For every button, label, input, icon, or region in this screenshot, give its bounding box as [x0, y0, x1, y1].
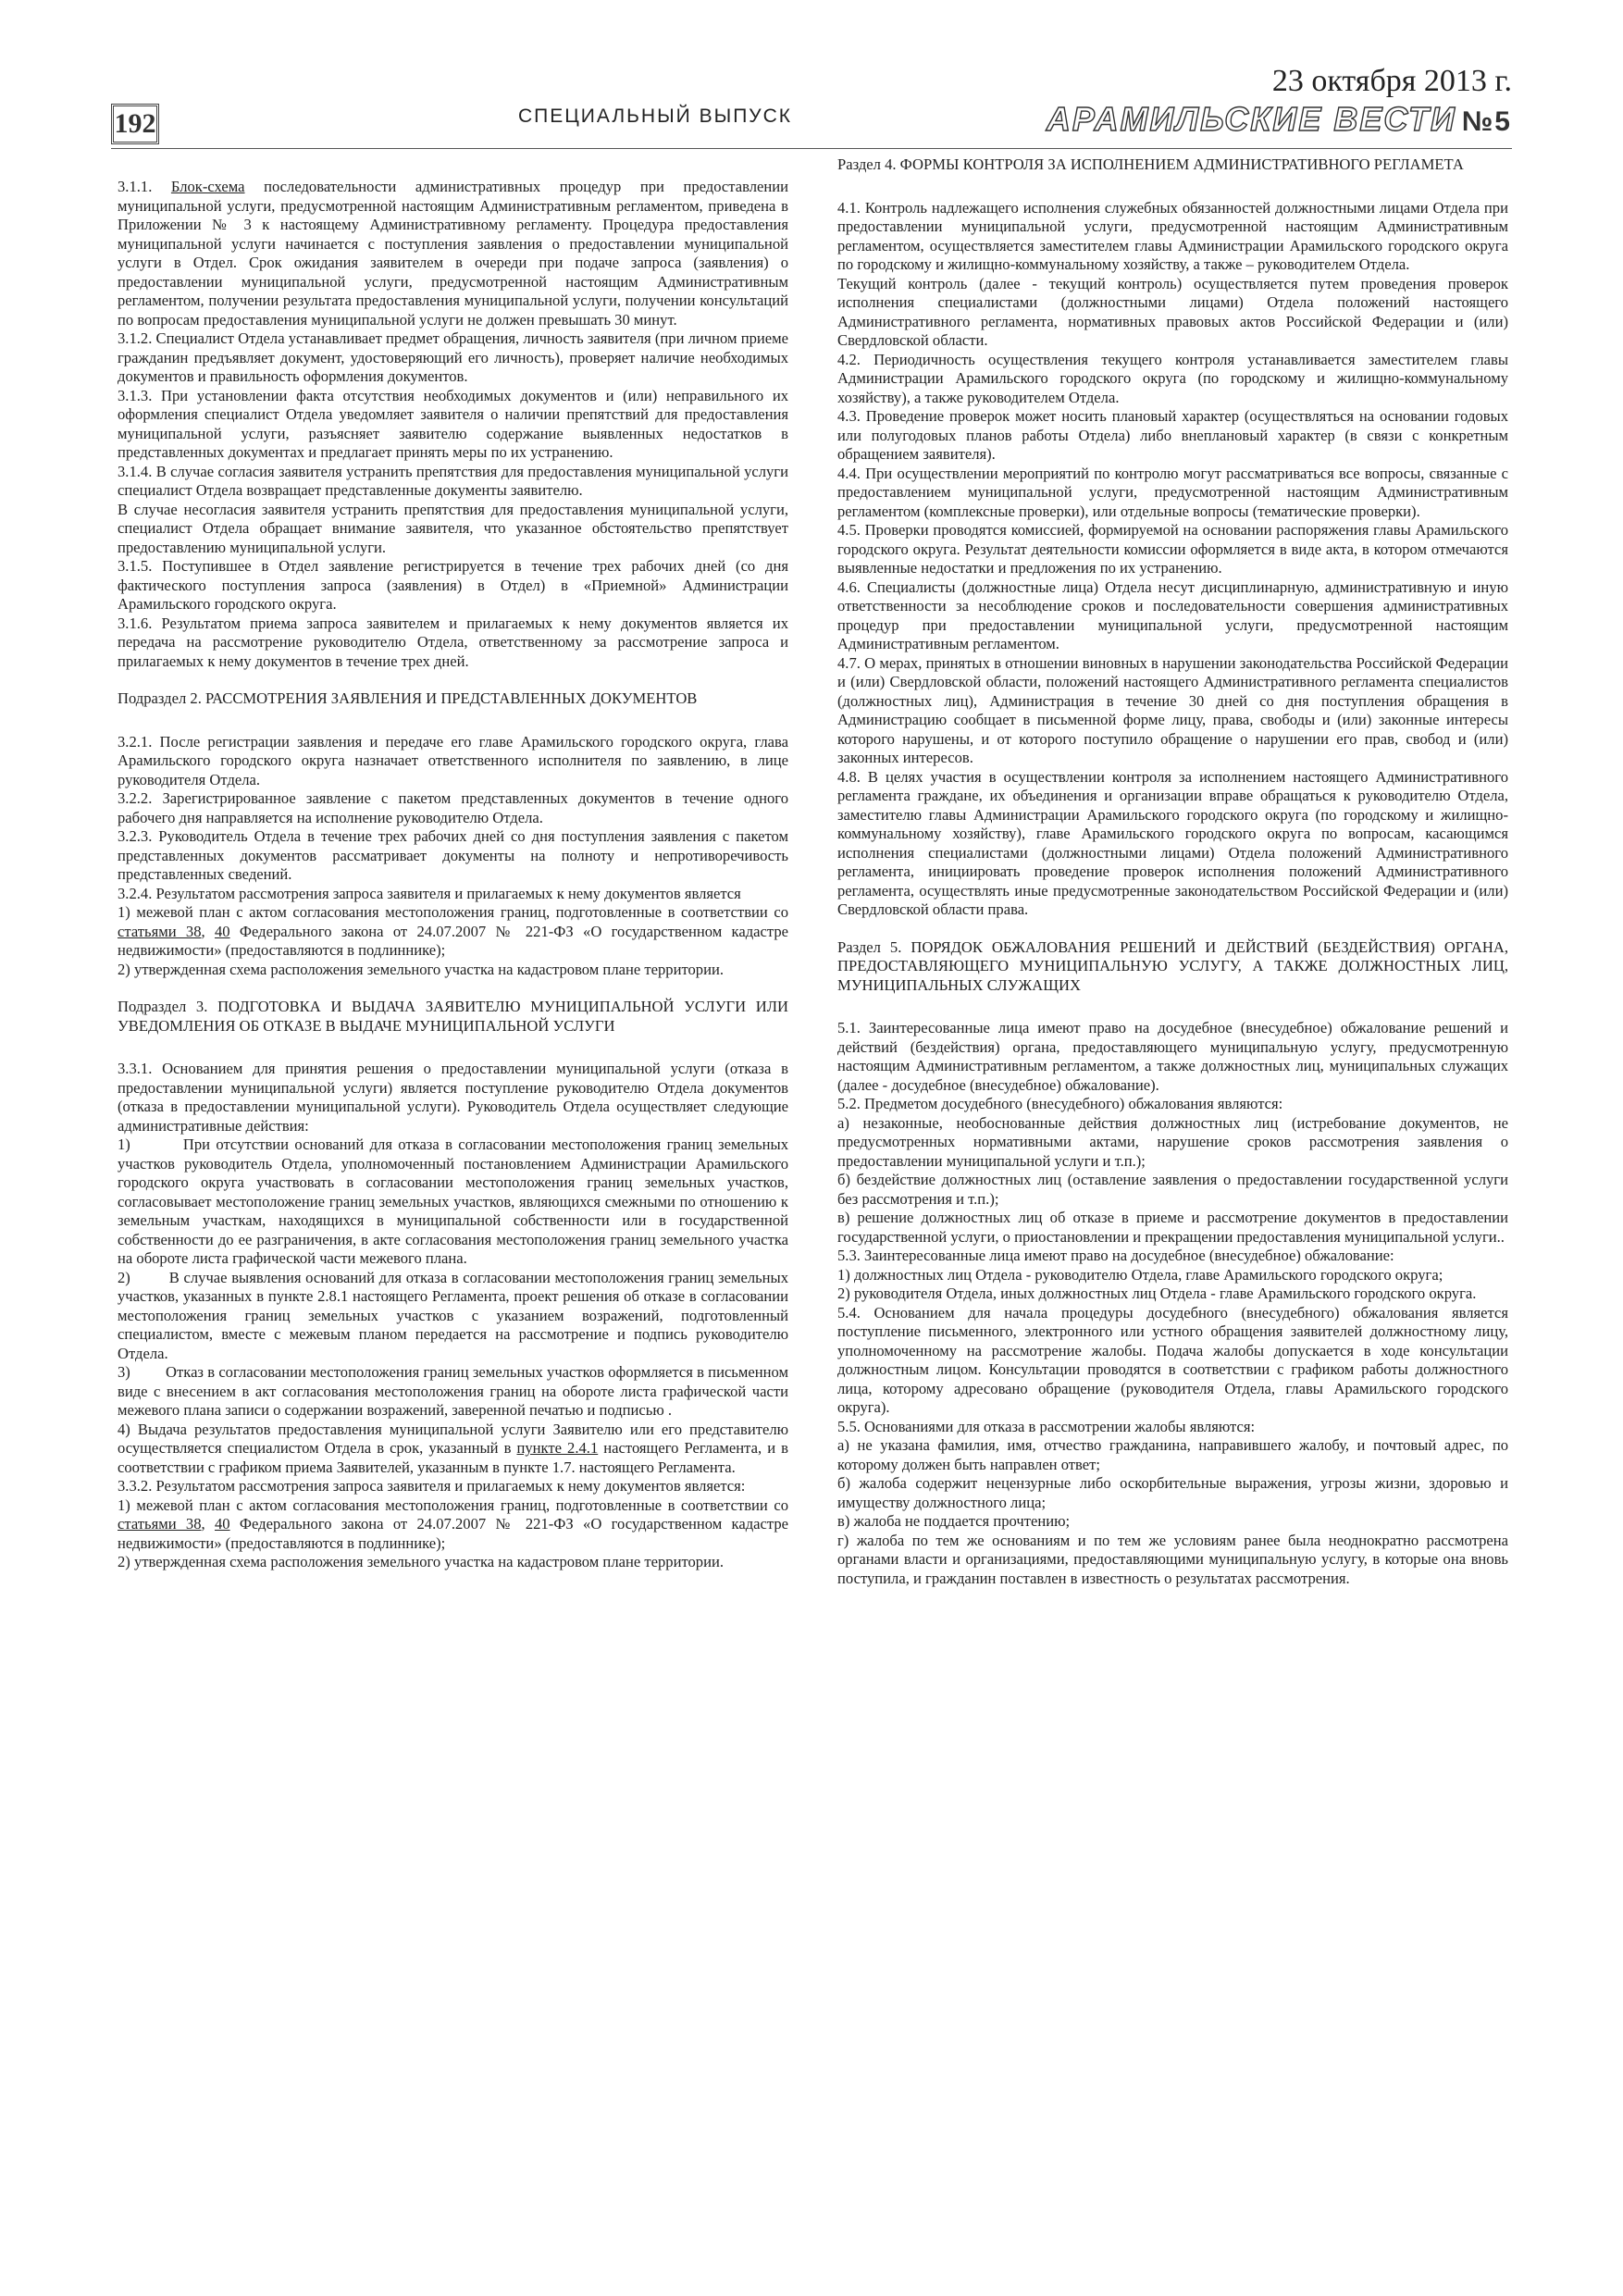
clause-number: 3.1.1.: [118, 178, 171, 195]
paragraph-text: 1) межевой план с актом согласования местоположения границ, подготовленные в соответствии со: [118, 903, 788, 921]
issue-date: 23 октября 2013 г.: [1271, 64, 1512, 98]
paragraph: 3.1.2. Специалист Отдела устанавливает предмет обращения, личность заявителя (при личном приеме гражданин предъявляет документ, удостоверяющий его личность), проверяет наличие необходимых документов и правильность оформления документов.: [118, 329, 788, 385]
paper-name: АРАМИЛЬСКИЕ ВЕСТИ: [1046, 100, 1456, 138]
header-rule: [111, 148, 1512, 149]
paragraph: 1) При отсутствии оснований для отказа в согласовании местоположения границ земельных участков руководитель Отдела, уполномоченный постановлением Администрации Арамильского городского округа участвовать в согласовании местоположения границ земельных участков, согласовывает местоположение границ земельных участков, являющихся смежными по отношению к земельным участкам, находящихся в муниципальной собственности или в государственной собственности до ее разграничения, в акте согласования местоположения границ земельного участка на обороте листа графической части межевого плана.: [118, 1136, 788, 1267]
paragraph: 3.3.1. Основанием для принятия решения о предоставлении муниципальной услуги (отказа в предоставлении муниципальной услуги) является поступление руководителю Отдела документов (отказа в предоставлении муниципальной услуги). Руководитель Отдела осуществляет следующие административные действия:: [118, 1060, 788, 1135]
paragraph: в) жалоба не поддается прочтению;: [837, 1512, 1071, 1530]
section-heading: Раздел 5. ПОРЯДОК ОБЖАЛОВАНИЯ РЕШЕНИЙ И ДЕЙСТВИЙ (БЕЗДЕЙСТВИЯ) ОРГАНА, ПРЕДОСТАВЛЯЮЩЕГО МУНИЦИПАЛЬНУЮ УСЛУГУ, А ТАКЖЕ ДОЛЖНОСТНЫХ ЛИЦ, МУНИЦИПАЛЬНЫХ СЛУЖАЩИХ: [837, 937, 1508, 994]
paragraph-text: Федерального закона от 24.07.2007 № 221-ФЗ «О государственном кадастре недвижимости» (предоставляются в подлиннике);: [118, 922, 788, 959]
paragraph: б) жалоба содержит нецензурные либо оскорбительные выражения, угрозы жизни, здоровью и имуществу должностного лица;: [837, 1474, 1508, 1511]
section-title: СПЕЦИАЛЬНЫЙ ВЫПУСК: [518, 105, 793, 127]
paragraph-text: Федерального закона от 24.07.2007 № 221-ФЗ «О государственном кадастре недвижимости» (предоставляются в подлиннике);: [118, 1515, 788, 1552]
paper-name-line: [1047, 100, 1512, 142]
paragraph-text: 4) Выдача результатов предоставления муниципальной услуги Заявителю или его представителю осуществляется специалистом Отдела в срок, указанный в: [118, 1420, 788, 1457]
paragraph: [118, 1421, 788, 1478]
paragraph: 1) должностных лиц Отдела - руководителю Отдела, главе Арамильского городского округа;: [837, 1265, 1443, 1284]
paragraph: [118, 178, 788, 329]
subsection-heading: Подраздел 2. РАССМОТРЕНИЯ ЗАЯВЛЕНИЯ И ПРЕДСТАВЛЕННЫХ ДОКУМЕНТОВ: [118, 689, 698, 707]
paragraph: в) решение должностных лиц об отказе в приеме и рассмотрение документов в предоставлении государственной услуги, о приостановлении и прекращении предоставления муниципальной услуги..: [837, 1209, 1508, 1246]
law-article-link[interactable]: статьями 38: [118, 1515, 202, 1533]
paragraph: 2) утвержденная схема расположения земельного участка на кадастровом плане территории.: [118, 960, 724, 978]
page-number: 192: [111, 104, 159, 144]
paragraph: а) не указана фамилия, имя, отчество гражданина, направившего жалобу, и почтовый адрес, по которому должен быть направлен ответ;: [837, 1436, 1508, 1473]
paragraph: Текущий контроль (далее - текущий контроль) осуществляется путем проведения проверок исполнения специалистами (должностными лицами) Отдела положений настоящего Административного регламента, нормативных правовых актов Российской Федерации и (или) Свердловской области.: [837, 274, 1508, 349]
paragraph: 5.1. Заинтересованные лица имеют право на досудебное (внесудебное) обжалование решений и действий (бездействия) органа, предоставляющего муниципальную услугу, предусмотренную настоящим Административным регламентом, а также должностных лиц, муниципальных служащих (далее - досудебное (внесудебное) обжалование).: [837, 1019, 1508, 1094]
paragraph: 5.5. Основаниями для отказа в рассмотрении жалобы являются:: [837, 1417, 1256, 1435]
paragraph: 3.2.1. После регистрации заявления и передаче его главе Арамильского городского округа, глава Арамильского городского округа назначает ответственного исполнителя по заявлению, в лице руководителя Отдела.: [118, 732, 788, 788]
paragraph: г) жалоба по тем же основаниям и по тем же условиям ранее была неоднократно рассмотрена органами власти и организациями, предоставляющими муниципальную услугу, в которые она вновь поступила, и гражданин поставлен в известность о результатах рассмотрения.: [837, 1531, 1508, 1587]
left-column: [118, 178, 788, 1572]
masthead: [1047, 63, 1512, 142]
paragraph: 4.8. В целях участия в осуществлении контроля за исполнением настоящего Административного регламента граждане, их объединения и организации вправе обращаться к руководителю Отдела, заместителю главы Администрации Арамильского городского округа (по городскому и жилищно-коммунальному хозяйству), главе Арамильского городского округа по вопросам, касающимся исполнения специалистами (должностными лицами) Отдела положений Административного регламента, инициировать проведение проверок исполнения положений Административного регламента, осуществлять иные предусмотренные законодательством Российской Федерации и (или) Свердловской области права.: [837, 767, 1508, 918]
paragraph: 3.3.2. Результатом рассмотрения запроса заявителя и прилагаемых к нему документов является:: [118, 1477, 746, 1495]
block-diagram-link[interactable]: Блок-схема: [170, 178, 245, 195]
paragraph-text: настоящего Регламента, и в соответствии с графиком приема Заявителей, указанным в пункте 1.7. настоящего Регламента.: [118, 1439, 788, 1476]
paragraph: 4.1. Контроль надлежащего исполнения служебных обязанностей должностными лицами Отдела при предоставлении муниципальной услуги, предусмотренной настоящим Административным регламентом, осуществляется заместителем главы Администрации Арамильского городского округа по городскому и жилищно-коммунальному хозяйству, а также – руководителем Отдела.: [837, 198, 1508, 273]
law-article-link[interactable]: статьями 38: [118, 922, 202, 940]
paragraph: 3.1.5. Поступившее в Отдел заявление регистрируется в течение трех рабочих дней (со дня фактического поступления запроса (заявления) в Отдел) в «Приемной» Администрации Арамильского городского округа.: [118, 557, 788, 613]
paragraph: 4.2. Периодичность осуществления текущего контроля устанавливается заместителем главы Администрации Арамильского городского округа (по городскому и жилищно-коммунальному хозяйству), а также руководителем Отдела.: [837, 350, 1508, 406]
paragraph: 3.1.3. При установлении факта отсутствия необходимых документов и (или) неправильного их оформления специалист Отдела уведомляет заявителя о наличии препятствий для предоставления муниципальной услуги, разъясняет заявителю содержание выявленных недостатков в представленных документах и предлагает принять меры по их устранению.: [118, 386, 788, 461]
paragraph: 3.2.2. Зарегистрированное заявление с пакетом представленных документов в течение одного рабочего дня направляется на исполнение руководителю Отдела.: [118, 789, 788, 826]
paragraph: 3.2.4. Результатом рассмотрения запроса заявителя и прилагаемых к нему документов является: [118, 884, 741, 902]
paragraph: 3.1.6. Результатом приема запроса заявителем и прилагаемых к нему документов является их передача на рассмотрение руководителю Отдела, ответственному за рассмотрение запроса и прилагаемых к нему документов в течение трех дней.: [118, 614, 788, 670]
issue-number: №5: [1461, 106, 1512, 137]
paragraph-text: ,: [201, 922, 215, 940]
paragraph: 4.7. О мерах, принятых в отношении виновных в нарушении законодательства Российской Федерации и (или) Свердловской области, положений настоящего Административного регламента специалистов (должностных лиц), Администрация в течение 30 дней со дня поступления обращения в Администрацию сообщает в письменной форме лицу, права, свободы и (или) законные интересы которого нарушены, и от которого поступило обращение о нарушении его прав, свобод и (или) законных интересов.: [837, 653, 1508, 766]
paragraph: 4.3. Проведение проверок может носить плановый характер (осуществляться на основании годовых или полугодовых планов работы Отдела) либо внеплановый характер (в связи с конкретным обращением заявителя).: [837, 407, 1508, 463]
law-article-link[interactable]: 40: [215, 1515, 230, 1533]
paragraph: В случае несогласия заявителя устранить препятствия для предоставления муниципальной услуги, специалист Отдела обращает внимание заявителя, что указанное обстоятельство препятствует предоставлению муниципальной услуги.: [118, 500, 788, 556]
section-heading: Раздел 4. ФОРМЫ КОНТРОЛЯ ЗА ИСПОЛНЕНИЕМ АДМИНИСТРАТИВНОГО РЕГЛАМЕТА: [837, 155, 1464, 173]
paragraph: [118, 903, 788, 961]
paragraph-text: последовательности административных процедур при предоставлении муниципальной услуги, предусмотренной настоящим Административным регламентом, приведена в Приложении № 3 к настоящему Административному регламенту. Процедура предоставления муниципальной услуги начинается с поступления заявления о предоставлении муниципальной услуги в Отдел. Срок ожидания заявителем в очереди при подаче запроса (заявления) о предоставлении муниципальной услуги, предусмотренной настоящим Административным регламентом, получении результата предоставления муниципальной услуги, получении консультаций по вопросам предоставления муниципальной услуги не должен превышать 30 минут.: [118, 178, 789, 329]
right-column: [837, 155, 1508, 1588]
law-article-link[interactable]: 40: [215, 922, 230, 940]
paragraph: 3.1.4. В случае согласия заявителя устранить препятствия для предоставления муниципальной услуги специалист Отдела возвращает представленные документы заявителю.: [118, 462, 788, 499]
paragraph: 5.4. Основанием для начала процедуры досудебного (внесудебного) обжалования является поступление письменного, электронного или устного обращения заявителей должностному лицу, уполномоченному на рассмотрение жалобы. Подача жалобы допускается в ходе консультации должностным лицом. Консультации проводятся в соответствии с графиком работы должностного лица, которому адресовано обращение (руководителя Отдела, главы Арамильского городского округа).: [837, 1303, 1508, 1416]
paragraph: [118, 1496, 788, 1554]
paragraph: б) бездействие должностных лиц (оставление заявления о предоставлении государственной услуги без рассмотрения и т.п.);: [837, 1171, 1508, 1208]
paragraph: 4.5. Проверки проводятся комиссией, формируемой на основании распоряжения главы Арамильского городского округа. Результат деятельности комиссии оформляется в виде акта, в котором отмечаются выявленные недостатки и предложения по их устранению.: [837, 521, 1508, 577]
paragraph: 5.3. Заинтересованные лица имеют право на досудебное (внесудебное) обжалование:: [837, 1247, 1394, 1264]
paragraph: 4.4. При осуществлении мероприятий по контролю могут рассматриваться все вопросы, связанные с предоставлением муниципальной услуги, предусмотренной настоящим Административным регламентом (комплексные проверки), или отдельные вопросы (тематические проверки).: [837, 464, 1508, 520]
regulation-point-link[interactable]: пункте 2.4.1: [516, 1439, 599, 1457]
paragraph: 2) руководителя Отдела, иных должностных лиц Отдела - главе Арамильского городского округа.: [837, 1285, 1477, 1302]
paragraph: 5.2. Предметом досудебного (внесудебного) обжалования являются:: [837, 1095, 1283, 1112]
paragraph-text: ,: [201, 1515, 215, 1533]
paragraph: 2) В случае выявления оснований для отказа в согласовании местоположения границ земельных участков, указанных в пункте 2.8.1 настоящего Регламента, проект решения об отказе в согласовании местоположения границ земельных участков с указанием возражений, подготовленный специалистом, вместе с межевым планом передается на рассмотрение и подпись руководителю Отдела.: [118, 1268, 788, 1362]
paragraph: 3) Отказ в согласовании местоположения границ земельных участков оформляется в письменном виде с внесением в акт согласования местоположения границ на обороте листа графической части межевого плана записи о содержании возражений, заверенной печатью и подписью .: [118, 1363, 788, 1419]
paragraph: а) незаконные, необоснованные действия должностных лиц (истребование документов, не предусмотренных нормативными актами, нарушение сроков рассмотрения заявления о предоставлении муниципальной услуги и т.п.);: [837, 1113, 1508, 1170]
paragraph: 4.6. Специалисты (должностные лица) Отдела несут дисциплинарную, административную и иную ответственности за несоблюдение сроков и последовательности совершения административных процедур при предоставлении муниципальной услуги, предусмотренной настоящим Административным регламентом.: [837, 577, 1508, 652]
paragraph: 2) утвержденная схема расположения земельного участка на кадастровом плане территории.: [118, 1553, 724, 1570]
subsection-heading: Подраздел 3. ПОДГОТОВКА И ВЫДАЧА ЗАЯВИТЕЛЮ МУНИЦИПАЛЬНОЙ УСЛУГИ ИЛИ УВЕДОМЛЕНИЯ ОБ ОТКАЗЕ В ВЫДАЧЕ МУНИЦИПАЛЬНОЙ УСЛУГИ: [118, 998, 788, 1035]
paragraph-text: 1) межевой план с актом согласования местоположения границ, подготовленные в соответствии со: [118, 1496, 788, 1514]
paragraph: 3.2.3. Руководитель Отдела в течение трех рабочих дней со дня поступления заявления с пакетом представленных документов рассматривает документы на полноту и непротиворечивость представленных сведений.: [118, 827, 788, 883]
